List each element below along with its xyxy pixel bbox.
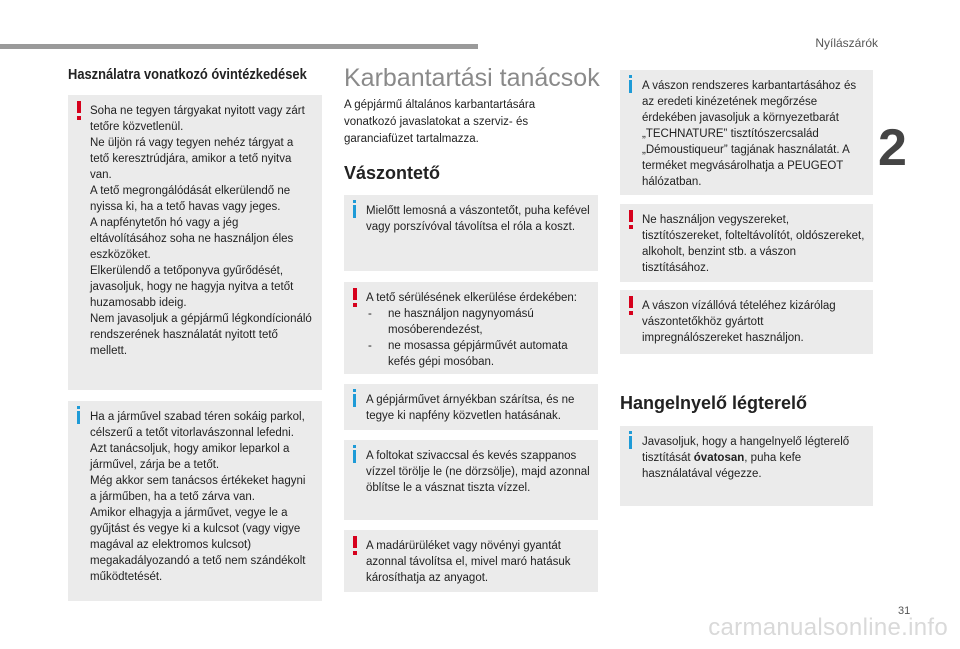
watermark: carmanualsonline.info bbox=[708, 614, 948, 641]
list-item: - ne mosassa gépjárművét automata kefés gépi mosóban. bbox=[366, 338, 590, 370]
warning-box-chemicals bbox=[620, 204, 873, 282]
info-text: A foltokat szivaccsal és kevés szappanos vízzel törölje le (ne dörzsölje), majd azonnal öblítse le a vásznat tiszta vízzel. bbox=[366, 450, 593, 494]
info-box-deflector bbox=[620, 426, 873, 506]
info-box-drying bbox=[344, 384, 598, 430]
info-box-brush bbox=[344, 195, 598, 271]
deflector-heading: Hangelnyelő légterelő bbox=[620, 393, 808, 413]
maintenance-heading: Karbantartási tanácsok bbox=[344, 64, 600, 92]
warning-icon bbox=[77, 101, 81, 113]
emphasis-text: óvatosan bbox=[693, 452, 745, 464]
warning-text: Ne használjon vegyszereket, tisztítószereket, folteltávolítót, oldószereket, alkoholt, benzint stb. a vászon tisztításához. bbox=[642, 214, 868, 274]
warning-text: A madárürüléket vagy növényi gyantát azonnal távolítsa el, mivel maró hatásuk károsíthatja az anyagot. bbox=[366, 540, 574, 584]
info-icon bbox=[353, 445, 361, 463]
chapter-number: 2 bbox=[878, 119, 907, 177]
info-icon bbox=[629, 431, 637, 449]
warning-box-washing bbox=[344, 282, 598, 374]
warning-icon bbox=[629, 296, 633, 308]
header-bar bbox=[0, 44, 478, 49]
canvas-roof-heading: Vászontető bbox=[344, 163, 441, 183]
info-text: A gépjárművet árnyékban szárítsa, és ne tegye ki napfény közvetlen hatásának. bbox=[366, 394, 578, 422]
info-icon bbox=[353, 200, 361, 218]
section-title: Nyílászárók bbox=[815, 36, 878, 50]
warning-text: A vászon vízállóvá tételéhez kizárólag vászontetőkhöz gyártott impregnálószereket használjon. bbox=[642, 300, 839, 344]
info-text: Mielőtt lemosná a vászontetőt, puha kefével vagy porszívóval távolítsa el róla a koszt. bbox=[366, 205, 593, 233]
warning-box-roof-use bbox=[68, 95, 322, 390]
info-text: Ha a járművel szabad téren sokáig parkol, célszerű a tetőt vitorlavászonnal lefedni. Azt tanácsoljuk, hogy amikor leparkol a járművel, zárja be a tetőt. Még akkor sem tanácsos értékeket hagyni a járműben, ha a tető zárva van. Amikor elhagyja a járművet, vegye le a gyűjtást és vegye ki a kulcsot (vagy vigye magával az elektromos kulcsot) megakadályozandó a tető nem szándékolt működtetését. bbox=[90, 411, 306, 583]
warning-box-waterproofing bbox=[620, 290, 873, 354]
maintenance-intro: A gépjármű általános karbantartására vonatkozó javaslatokat a szerviz- és garanciafüzet tartalmazza. bbox=[344, 99, 536, 145]
washing-list bbox=[366, 306, 590, 370]
list-item: - ne használjon nagynyomású mosóberendezést, bbox=[366, 306, 590, 338]
warning-icon bbox=[353, 536, 357, 548]
info-icon bbox=[77, 406, 85, 424]
page-number: 31 bbox=[898, 605, 911, 617]
warning-icon bbox=[629, 210, 633, 222]
info-text: A vászon rendszeres karbantartásához és az eredeti kinézetének megőrzése érdekében javasoljuk a környezetbarát „TECHNATURE” tisztítószercsalád „Démoustiqueur” tagjának használatát. A terméket megvásárolhatja a PEUGEOT hálózatban. bbox=[642, 80, 860, 188]
info-box-parking bbox=[68, 401, 322, 601]
info-icon bbox=[629, 75, 637, 93]
info-text: Javasoljuk, hogy a hangelnyelő légterelő tisztítását óvatosan, puha kefe használatával végezze. bbox=[642, 436, 853, 480]
info-box-technature bbox=[620, 70, 873, 195]
info-icon bbox=[353, 389, 361, 407]
warning-icon bbox=[353, 288, 357, 300]
warning-box-droppings bbox=[344, 530, 598, 592]
info-box-stains bbox=[344, 440, 598, 520]
precautions-heading: Használatra vonatkozó óvintézkedések bbox=[68, 66, 307, 83]
warning-text: A tető sérülésének elkerülése érdekében: bbox=[366, 292, 577, 304]
warning-text: Soha ne tegyen tárgyakat nyitott vagy zárt tetőre közvetlenül. Ne üljön rá vagy tegyen nehéz tárgyat a tető keresztrúdjára, amikor a tető nyitva van. A tető megrongálódását elkerülendő ne nyissa ki, ha a tető havas vagy jeges. A napfénytetőn hó vagy a jég eltávolításához soha ne használjon éles eszközöket. Elkerülendő a tetőponyva gyűrődését, javasoljuk, hogy ne hagyja nyitva a tetőt huzamosabb ideig. Nem javasoljuk a gépjármű légkondícionáló rendszerének használatát nyitott tető mellett. bbox=[90, 105, 312, 357]
